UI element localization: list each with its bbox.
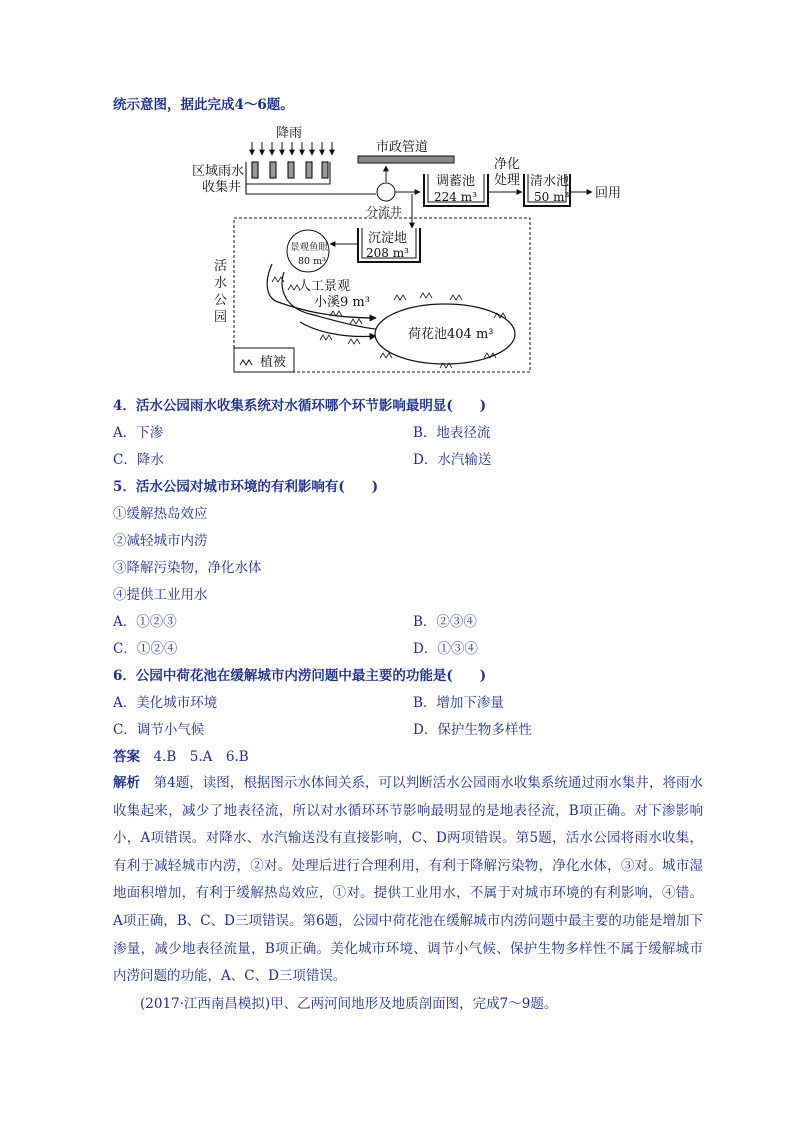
q6-option-b: B．增加下渗量 [413,695,504,711]
q5-option-b: B．②③④ [413,614,477,630]
rain-label: 降雨 [276,126,303,141]
intro-text: 统示意图，据此完成4～6题。 [113,97,294,113]
park-label-char: 水 [214,276,228,291]
answer-line [113,747,249,767]
park-label-char: 公 [214,293,228,308]
q5-item-1: ①缓解热岛效应 [113,506,208,522]
stream-label-1: 人工景观 [298,279,351,294]
sediment-volume: 208 m³ [366,246,409,260]
purify-label-1: 净化 [494,157,521,172]
fish-eye-label-1: 景观鱼眼 [290,242,329,253]
municipal-pipe [358,156,454,163]
lotus-pond-label: 荷花池404 m³ [408,327,494,342]
clear-pool-label: 清水池 [530,174,570,189]
rain-arrows [252,142,332,155]
answer-text: 4.B 5.A 6.B [153,749,249,765]
park-label [214,259,227,325]
q5-item-3: ③降解污染物，净化水体 [113,560,262,576]
rainwater-system-diagram [180,122,620,382]
reuse-label: 回用 [595,186,620,201]
fish-eye-label-2: 80 m³ [298,256,326,267]
analysis-text: 第4题，读图，根据图示水体间关系，可以判断活水公园雨水收集系统通过雨水集井，将雨水收集起来，减少了地表径流，所以对水循环环节影响最明显的是地表径流，B项正确。对下渗影响小，A项错误。对降水、水汽输送没有直接影响，C、D两项错误。第5题，活水公园将雨水收集，有利于减轻城市内涝，②对。处理后进行合理利用，有利于降解污染物，净化水体，③对。城市湿地面积增加，有利于缓解热岛效应，①对。提供工业用水，不属于对城市环境的有利影响，④错。A项正确，B、C、D三项错误。第6题，公园中荷花池在缓解城市内涝问题中最主要的功能是增加下渗量，减少地表径流量，B项正确。美化城市环境、调节小气候、保护生物多样性不属于缓解城市内涝问题的功能，A、C、D三项错误。 [113,775,704,985]
sediment-label: 沉淀地 [368,231,408,246]
collect-well-label-1: 区域雨水 [192,164,245,179]
analysis-label: 解析 [113,775,141,791]
regulation-tank-label: 调蓄池 [436,174,476,189]
stream-label-2: 小溪9 m³ [314,295,370,310]
q4-option-a: A．下渗 [113,425,164,441]
regulation-tank-volume: 224 m³ [434,190,477,204]
next-section-intro: (2017·江西南昌模拟)甲、乙两河间地形及地质剖面图，完成7～9题。 [140,996,558,1012]
q6-option-d: D．保护生物多样性 [413,722,532,738]
purify-label-2: 处理 [494,173,521,188]
legend-label: 植被 [260,355,287,370]
q6-option-c: C．调节小气候 [113,722,205,738]
q5-item-2: ②减轻城市内涝 [113,533,208,549]
park-label-char: 园 [214,310,228,325]
q4-option-c: C．降水 [113,452,164,468]
park-label-char: 活 [214,259,228,274]
collect-well-label-2: 收集井 [202,180,242,195]
municipal-pipe-label: 市政管道 [376,140,429,155]
q4-option-b: B．地表径流 [413,425,491,441]
collection-wells [246,162,376,194]
answer-label: 答案 [113,749,140,765]
q5-option-c: C．①②④ [113,641,178,657]
splitter-well [377,183,395,201]
q5-item-4: ④提供工业用水 [113,587,208,603]
splitter-label: 分流井 [366,205,403,219]
clear-pool-volume: 50 m³ [534,190,570,204]
analysis-paragraph [113,770,703,991]
q6-option-a: A．美化城市环境 [113,695,218,711]
q5-option-a: A．①②③ [113,614,177,630]
q4-option-d: D．水汽输送 [413,452,492,468]
q6-stem: 6．公园中荷花池在缓解城市内涝问题中最主要的功能是( ) [113,668,487,684]
q5-option-d: D．①③④ [413,641,478,657]
q5-stem: 5．活水公园对城市环境的有利影响有( ) [113,479,379,495]
q4-stem: 4．活水公园雨水收集系统对水循环哪个环节影响最明显( ) [113,398,487,414]
